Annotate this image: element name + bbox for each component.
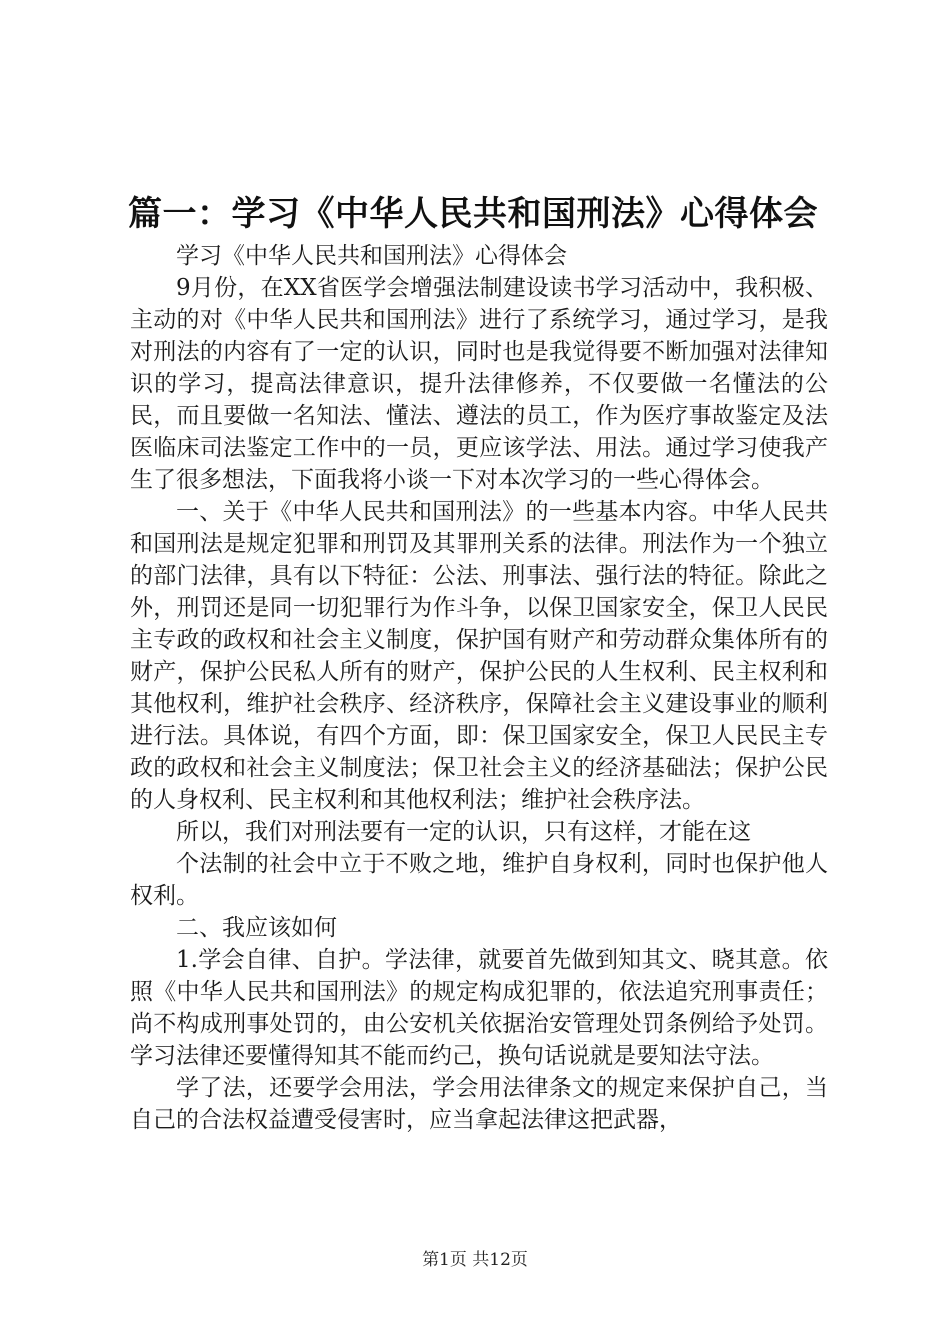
document-title: 篇一：学习《中华人民共和国刑法》心得体会 — [128, 194, 818, 234]
subtitle-paragraph: 学习《中华人民共和国刑法》心得体会 — [176, 243, 567, 269]
document-body — [130, 240, 828, 1136]
intro-paragraph: 9月份，在XX省医学会增强法制建设读书学习活动中，我积极、主动的对《中华人民共和国刑法》进行了系统学习，通过学习，是我对刑法的内容有了一定的认识，同时也是我觉得要不断加强对法律知识的学习，提高法律意识，提升法律修养，不仅要做一名懂法的公民，而且要做一名知法、懂法、遵法的员工，作为医疗事故鉴定及法医临床司法鉴定工作中的一员，更应该学法、用法。通过学习使我产生了很多想法，下面我将小谈一下对本次学习的一些心得体会。 — [130, 275, 828, 493]
conclusion-paragraph-cont: 个法制的社会中立于不败之地，维护自身权利，同时也保护他人权利。 — [130, 851, 828, 909]
self-discipline-paragraph: 1.学会自律、自护。学法律，就要首先做到知其文、晓其意。依照《中华人民共和国刑法》的规定构成犯罪的，依法追究刑事责任；尚不构成刑事处罚的，由公安机关依据治安管理处罚条例给予处罚。学习法律还要懂得知其不能而约己，换句话说就是要知法守法。 — [130, 947, 828, 1069]
page-number: 第1页 共12页 — [422, 1250, 528, 1270]
use-law-paragraph: 学了法，还要学会用法，学会用法律条文的规定来保护自己，当自己的合法权益遭受侵害时，应当拿起法律这把武器， — [130, 1075, 828, 1133]
section-one-paragraph: 一、关于《中华人民共和国刑法》的一些基本内容。中华人民共和国刑法是规定犯罪和刑罚及其罪刑关系的法律。刑法作为一个独立的部门法律，具有以下特征：公法、刑事法、强行法的特征。除此之外，刑罚还是同一切犯罪行为作斗争，以保卫国家安全，保卫人民民主专政的政权和社会主义制度，保护国有财产和劳动群众集体所有的财产，保护公民私人所有的财产，保护公民的人生权利、民主权利和其他权利，维护社会秩序、经济秩序，保障社会主义建设事业的顺利进行法。具体说，有四个方面，即：保卫国家安全，保卫人民民主专政的政权和社会主义制度法；保卫社会主义的经济基础法；保护公民的人身权利、民主权利和其他权利法；维护社会秩序法。 — [130, 499, 828, 813]
conclusion-paragraph-start: 所以，我们对刑法要有一定的认识，只有这样，才能在这 — [176, 819, 751, 845]
section-two-heading: 二、我应该如何 — [176, 915, 337, 941]
